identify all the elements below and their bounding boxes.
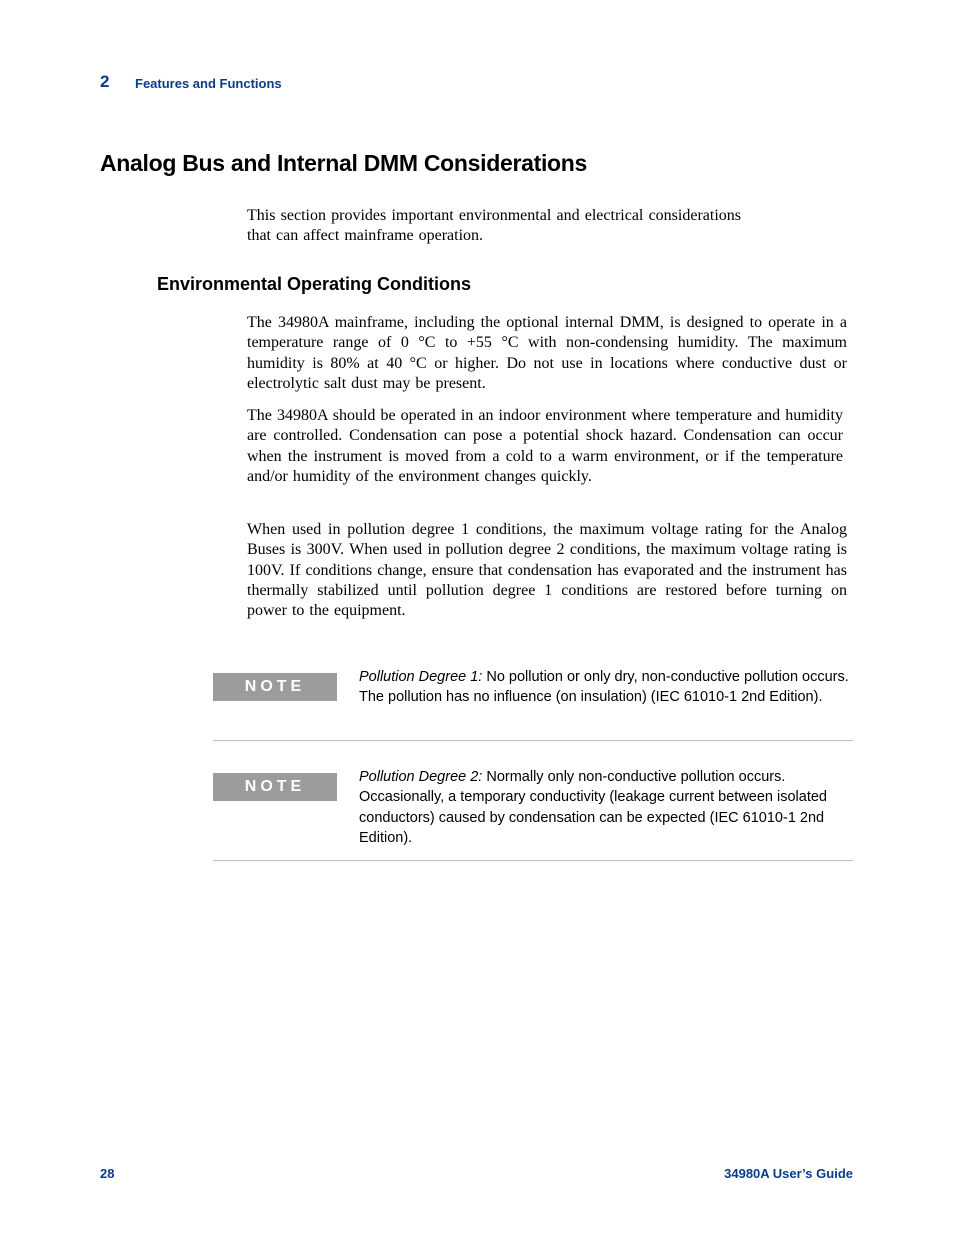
note-body: Normally only non-conductive pollution occurs. Occasionally, a temporary conductivity (leakage current between isolated conductors) caused by condensation can be expected (IEC 61010-1 2nd Edition). [359,769,827,846]
note-box [213,767,853,861]
section-title: Analog Bus and Internal DMM Considerations [100,150,588,176]
note-term: Pollution Degree 2: [359,769,483,785]
chapter-number: 2 [100,72,110,91]
subsection-title: Environmental Operating Conditions [157,274,472,294]
body-paragraph: The 34980A mainframe, including the optional internal DMM, is designed to operate in a temperature range of 0 °C to +55 °C with non-condensing humidity. The maximum humidity is 80% at 40 °C or higher. Do not use in locations where conductive dust or electrolytic salt dust may be present. [247,314,847,392]
note-term: Pollution Degree 1: [359,669,483,685]
note-box [213,667,853,741]
note-badge: NOTE [213,673,337,701]
page-number: 28 [100,1166,115,1181]
body-paragraph: The 34980A should be operated in an indoor environment where temperature and humidity are controlled. Condensation can pose a potential shock hazard. Condensation can occur when the instrument is moved from a cold to a warm environment, or if the temperature and/or humidity of the environment changes quickly. [247,407,843,485]
intro-paragraph: This section provides important environmental and electrical considerations that can affect mainframe operation. [247,207,741,245]
note-text [359,767,853,848]
page-footer [100,1166,853,1186]
note-text [359,667,853,708]
chapter-title: Features and Functions [135,76,282,91]
note-body: No pollution or only dry, non-conductive pollution occurs. The pollution has no influence (on insulation) (IEC 61010-1 2nd Edition). [359,669,849,706]
guide-title: 34980A User’s Guide [724,1166,853,1181]
note-badge: NOTE [213,773,337,801]
body-paragraph: When used in pollution degree 1 conditions, the maximum voltage rating for the Analog Buses is 300V. When used in pollution degree 2 conditions, the maximum voltage rating is 100V. If conditions change, ensure that condensation has evaporated and the instrument has thermally stabilized until pollution degree 1 conditions are restored before turning on power to the equipment. [247,521,847,620]
